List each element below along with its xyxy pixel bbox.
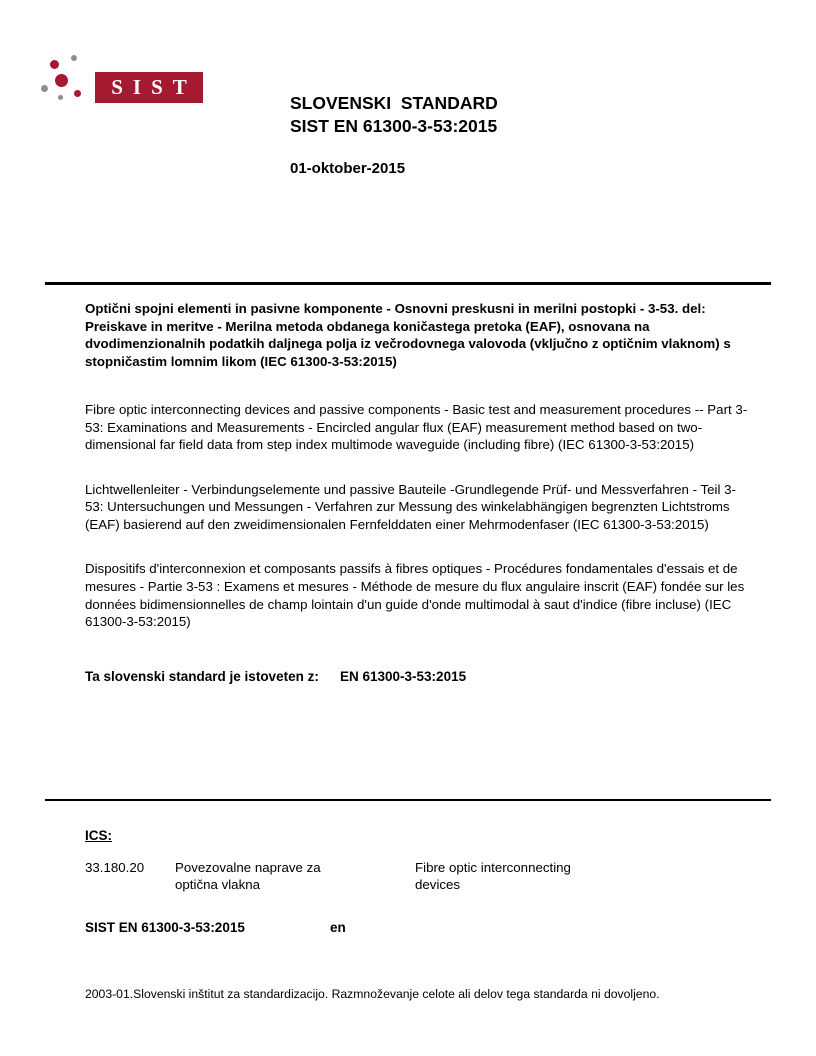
divider-top xyxy=(45,282,771,285)
publication-date: 01-oktober-2015 xyxy=(290,159,406,177)
logo-dot-icon xyxy=(50,60,59,69)
copyright-note: 2003-01.Slovenski inštitut za standardizacijo. Razmnoževanje celote ali delov tega standarda ni dovoljeno. xyxy=(85,987,660,1001)
ics-heading: ICS: xyxy=(85,828,112,843)
logo-dot-icon xyxy=(55,74,68,87)
logo-dot-icon xyxy=(58,95,63,100)
sist-logo-text: SIST xyxy=(111,75,197,99)
ics-description-english: Fibre optic interconnecting devices xyxy=(415,860,571,893)
logo-dot-icon xyxy=(74,90,81,97)
ics-table-row xyxy=(85,859,748,905)
equivalence-value: EN 61300-3-53:2015 xyxy=(340,668,467,684)
language-code: en xyxy=(330,920,346,935)
titles-block xyxy=(85,300,748,684)
ics-description-slovenian: Povezovalne naprave za optična vlakna xyxy=(175,860,321,893)
equivalence-label: Ta slovenski standard je istoveten z: xyxy=(85,668,319,684)
equivalence-row xyxy=(85,669,748,684)
document-header xyxy=(290,92,498,177)
sist-logo xyxy=(40,52,270,114)
ics-code: 33.180.20 xyxy=(85,860,145,875)
title-german: Lichtwellenleiter - Verbindungselemente und passive Bauteile -Grundlegende Prüf- und Messverfahren - Teil 3-53: Untersuchungen und Messungen - Verfahren zur Messung des winkelabhängigen begrenzten Lichtstroms (EAF) basierend auf den zweidimensionalen Fernfelddaten einer Mehrmodenfaser (IEC 61300-3-53:2015) xyxy=(85,481,736,532)
standard-type-title: SLOVENSKI STANDARD xyxy=(290,93,498,113)
title-english: Fibre optic interconnecting devices and passive components - Basic test and measurement procedures -- Part 3-53: Examinations and Measurements - Encircled angular flux (EAF) measurement method based on two-dimensional far field data from step index multimode waveguide (including fibre) (IEC 61300-3-53:2015) xyxy=(85,402,748,453)
logo-dot-icon xyxy=(71,55,77,61)
title-french: Dispositifs d'interconnexion et composants passifs à fibres optiques - Procédures fondamentales d'essais et de mesures - Partie 3-53 : Examens et mesures - Méthode de mesure du flux angulaire inscrit (EAF) fondée sur les données bidimensionnelles de champ lointain d'un guide d'onde multimodal à saut d'indice (fibre incluse) (IEC 61300-3-53:2015) xyxy=(85,561,745,630)
standard-reference-row xyxy=(85,920,346,935)
standard-reference: SIST EN 61300-3-53:2015 xyxy=(85,920,245,935)
divider-bottom xyxy=(45,799,771,801)
standard-number-title: SIST EN 61300-3-53:2015 xyxy=(290,115,498,136)
logo-dot-icon xyxy=(41,85,48,92)
ics-section xyxy=(85,828,748,905)
sist-logo-box xyxy=(95,72,203,103)
title-slovenian: Optični spojni elementi in pasivne komponente - Osnovni preskusni in merilni postopki - 3-53. del: Preiskave in meritve - Merilna metoda obdanega koničastega pretoka (EAF), osnovana na dvodimenzionalnih podatkih daljnega polja iz večrodovnega valovoda (vključno z optičnim vlaknom) s stopničastim lomnim likom (IEC 61300-3-53:2015) xyxy=(85,301,731,369)
